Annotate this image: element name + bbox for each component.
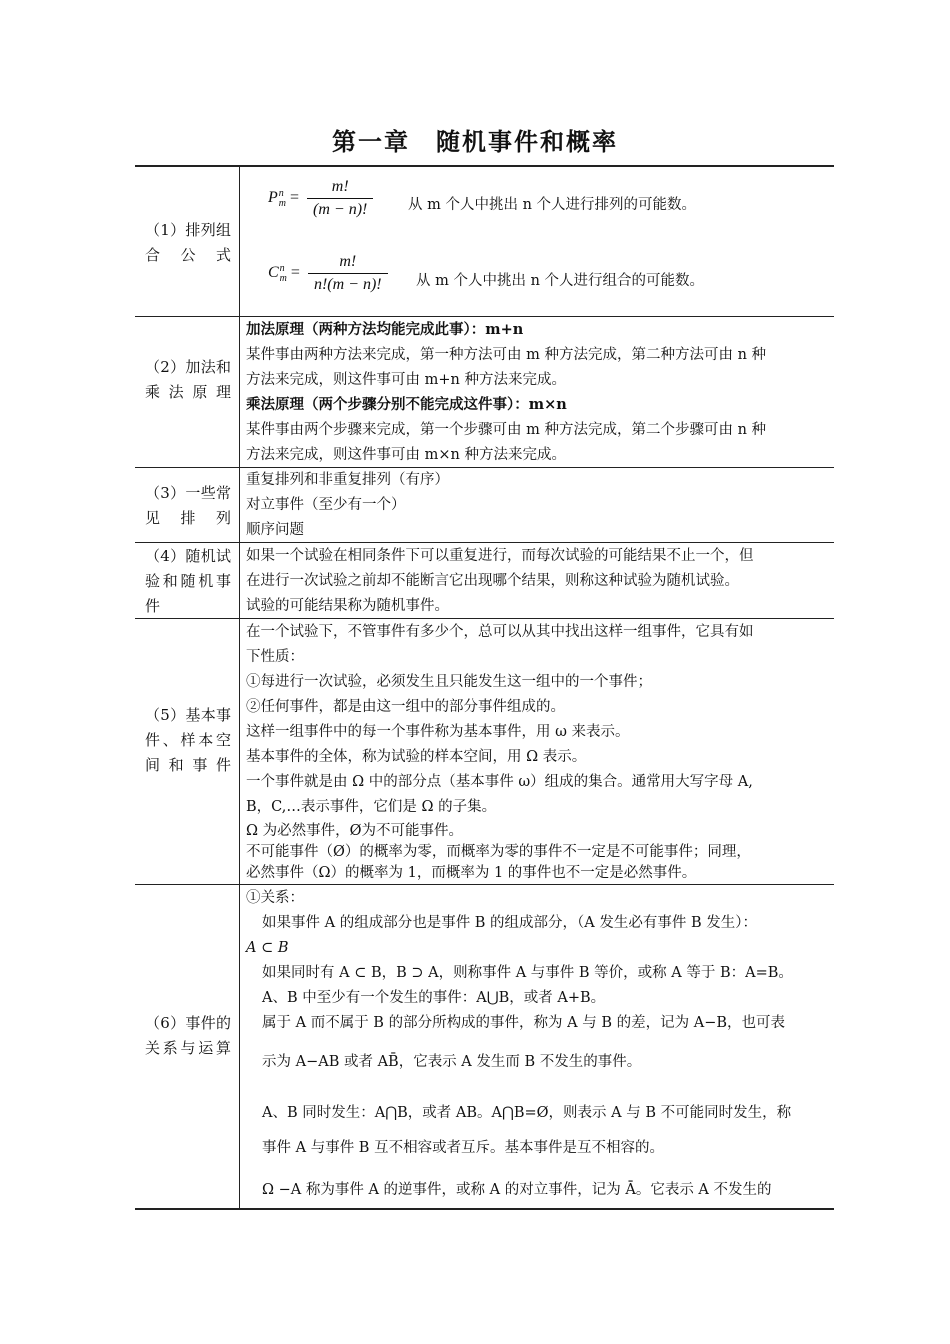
text-line: 事件 A 与事件 B 互不相容或者互斥。基本事件是互不相容的。 (262, 1140, 665, 1156)
text-line: A、B 同时发生：A⋂B，或者 AB。A⋂B=Ø，则表示 A 与 B 不可能同时发生，称 (262, 1105, 792, 1121)
text-line: B，C,…表示事件，它们是 Ω 的子集。 (246, 799, 497, 815)
text-line: 如果事件 A 的组成部分也是事件 B 的组成部分，（A 发生必有事件 B 发生）： (262, 915, 758, 931)
formula-description: 从 m 个人中挑出 n 个人进行排列的可能数。 (408, 197, 697, 213)
page-title: 第一章 随机事件和概率 (332, 127, 618, 156)
text-line: 如果同时有 A ⊂ B，B ⊃ A，则称事件 A 与事件 B 等价，或称 A 等于 B：A=B。 (262, 965, 793, 981)
section-label: （4）随机试验和随机事件 (145, 547, 231, 615)
text-line: 这样一组事件中的每一个事件称为基本事件，用 ω 来表示。 (246, 724, 630, 740)
text-line: 方法来完成，则这件事可由 m×n 种方法来完成。 (246, 447, 566, 463)
text-line: ①每进行一次试验，必须发生且只能发生这一组中的一个事件； (246, 674, 652, 690)
text-line: 必然事件（Ω）的概率为 1，而概率为 1 的事件也不一定是必然事件。 (246, 865, 697, 881)
text-line: 某件事由两个步骤来完成，第一个步骤可由 m 种方法完成，第二个步骤可由 n 种 (246, 422, 767, 438)
text-line: 在进行一次试验之前却不能断言它出现哪个结果，则称这种试验为随机试验。 (246, 573, 739, 589)
section-label: （2）加法和乘法原理 (145, 358, 231, 401)
combination-formula: C n m = $\frac{m!}{n!(m - n)!}$ (268, 253, 392, 294)
math-expression: A ⊂ B (246, 940, 289, 956)
text-line: A、B 中至少有一个发生的事件：A⋃B，或者 A+B。 (262, 990, 606, 1006)
section-label: （6）事件的关系与运算 (145, 1014, 231, 1057)
text-line: 示为 A−AB 或者 AB̄，它表示 A 发生而 B 不发生的事件。 (262, 1054, 642, 1070)
text-line: 基本事件的全体，称为试验的样本空间，用 Ω 表示。 (246, 749, 587, 765)
permutation-formula: P n m = $\frac{m!}{(m - n)!}$ (268, 178, 377, 219)
text-line: 一个事件就是由 Ω 中的部分点（基本事件 ω）组成的集合。通常用大写字母 A, (246, 774, 753, 790)
text-line: 某件事由两种方法来完成，第一种方法可由 m 种方法完成，第二种方法可由 n 种 (246, 347, 767, 363)
text-line: 在一个试验下，不管事件有多少个，总可以从其中找出这样一组事件，它具有如 (246, 624, 754, 640)
section-label: （1）排列组合公式 (145, 221, 231, 264)
section-label: （3）一些常见排列 (145, 484, 231, 527)
principle-heading: 加法原理（两种方法均能完成此事）：m+n (246, 321, 524, 338)
text-line: Ω −A 称为事件 A 的逆事件，或称 A 的对立事件，记为 Ā。它表示 A 不发生的 (262, 1182, 772, 1198)
text-line: 顺序问题 (246, 522, 304, 538)
text-line: 属于 A 而不属于 B 的部分所构成的事件，称为 A 与 B 的差，记为 A−B，也可表 (262, 1015, 786, 1031)
text-line: ①关系： (246, 890, 304, 906)
text-line: 试验的可能结果称为随机事件。 (246, 598, 449, 614)
text-line: 对立事件（至少有一个） (246, 497, 406, 513)
text-line: 如果一个试验在相同条件下可以重复进行，而每次试验的可能结果不止一个，但 (246, 548, 754, 564)
principle-heading: 乘法原理（两个步骤分别不能完成这件事）：m×n (246, 396, 567, 413)
text-line: 方法来完成，则这件事可由 m+n 种方法来完成。 (246, 372, 566, 388)
column-divider (239, 166, 240, 1208)
section-label: （5）基本事件、样本空间和事件 (145, 706, 231, 774)
text-line: 不可能事件（Ø）的概率为零，而概率为零的事件不一定是不可能事件；同理， (246, 844, 751, 860)
text-line: ②任何事件，都是由这一组中的部分事件组成的。 (246, 699, 565, 715)
text-line: 下性质： (246, 649, 304, 665)
table-bottom-rule (135, 1208, 834, 1210)
formula-description: 从 m 个人中挑出 n 个人进行组合的可能数。 (416, 273, 705, 289)
text-line: Ω 为必然事件，Ø为不可能事件。 (246, 823, 464, 839)
text-line: 重复排列和非重复排列（有序） (246, 472, 449, 488)
